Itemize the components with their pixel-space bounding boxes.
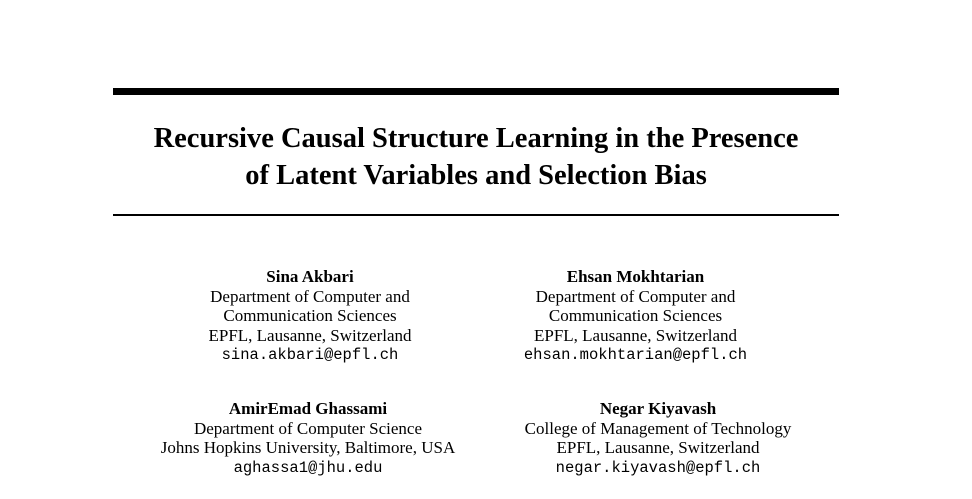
author-block-negar-kiyavash — [508, 399, 808, 479]
title-bottom-rule — [113, 214, 839, 216]
author-email[interactable]: sina.akbari@epfl.ch — [221, 346, 399, 364]
author-email[interactable]: aghassa1@jhu.edu — [233, 458, 383, 477]
author-affiliation-line: EPFL, Lausanne, Switzerland — [208, 325, 412, 345]
title-line-2: of Latent Variables and Selection Bias — [245, 160, 707, 191]
title-top-rule — [113, 88, 839, 95]
author-affiliation-line: Communication Sciences — [548, 306, 723, 325]
author-affiliation-line: Department of Computer and — [535, 286, 736, 306]
title-line-1: Recursive Causal Structure Learning in the Presence — [153, 123, 799, 154]
author-affiliation-line: Johns Hopkins University, Baltimore, USA — [160, 438, 456, 457]
author-block-sina-akbari — [190, 267, 430, 366]
author-affiliation-line: Department of Computer Science — [193, 418, 422, 438]
author-name: AmirEmad Ghassami — [228, 399, 388, 418]
author-block-amiremad-ghassami — [143, 399, 473, 479]
author-affiliation-line: EPFL, Lausanne, Switzerland — [533, 325, 737, 345]
author-affiliation-line: Department of Computer and — [210, 286, 410, 306]
author-affiliation-line: Communication Sciences — [223, 306, 397, 325]
author-email[interactable]: negar.kiyavash@epfl.ch — [555, 458, 761, 477]
author-name: Negar Kiyavash — [599, 399, 717, 418]
author-affiliation-line: EPFL, Lausanne, Switzerland — [556, 438, 760, 457]
author-affiliation-line: College of Management of Technology — [524, 418, 792, 438]
author-name: Sina Akbari — [266, 267, 354, 286]
author-name: Ehsan Mokhtarian — [566, 267, 705, 286]
author-email[interactable]: ehsan.mokhtarian@epfl.ch — [523, 346, 748, 364]
author-block-ehsan-mokhtarian — [513, 267, 758, 366]
paper-title — [113, 120, 839, 194]
